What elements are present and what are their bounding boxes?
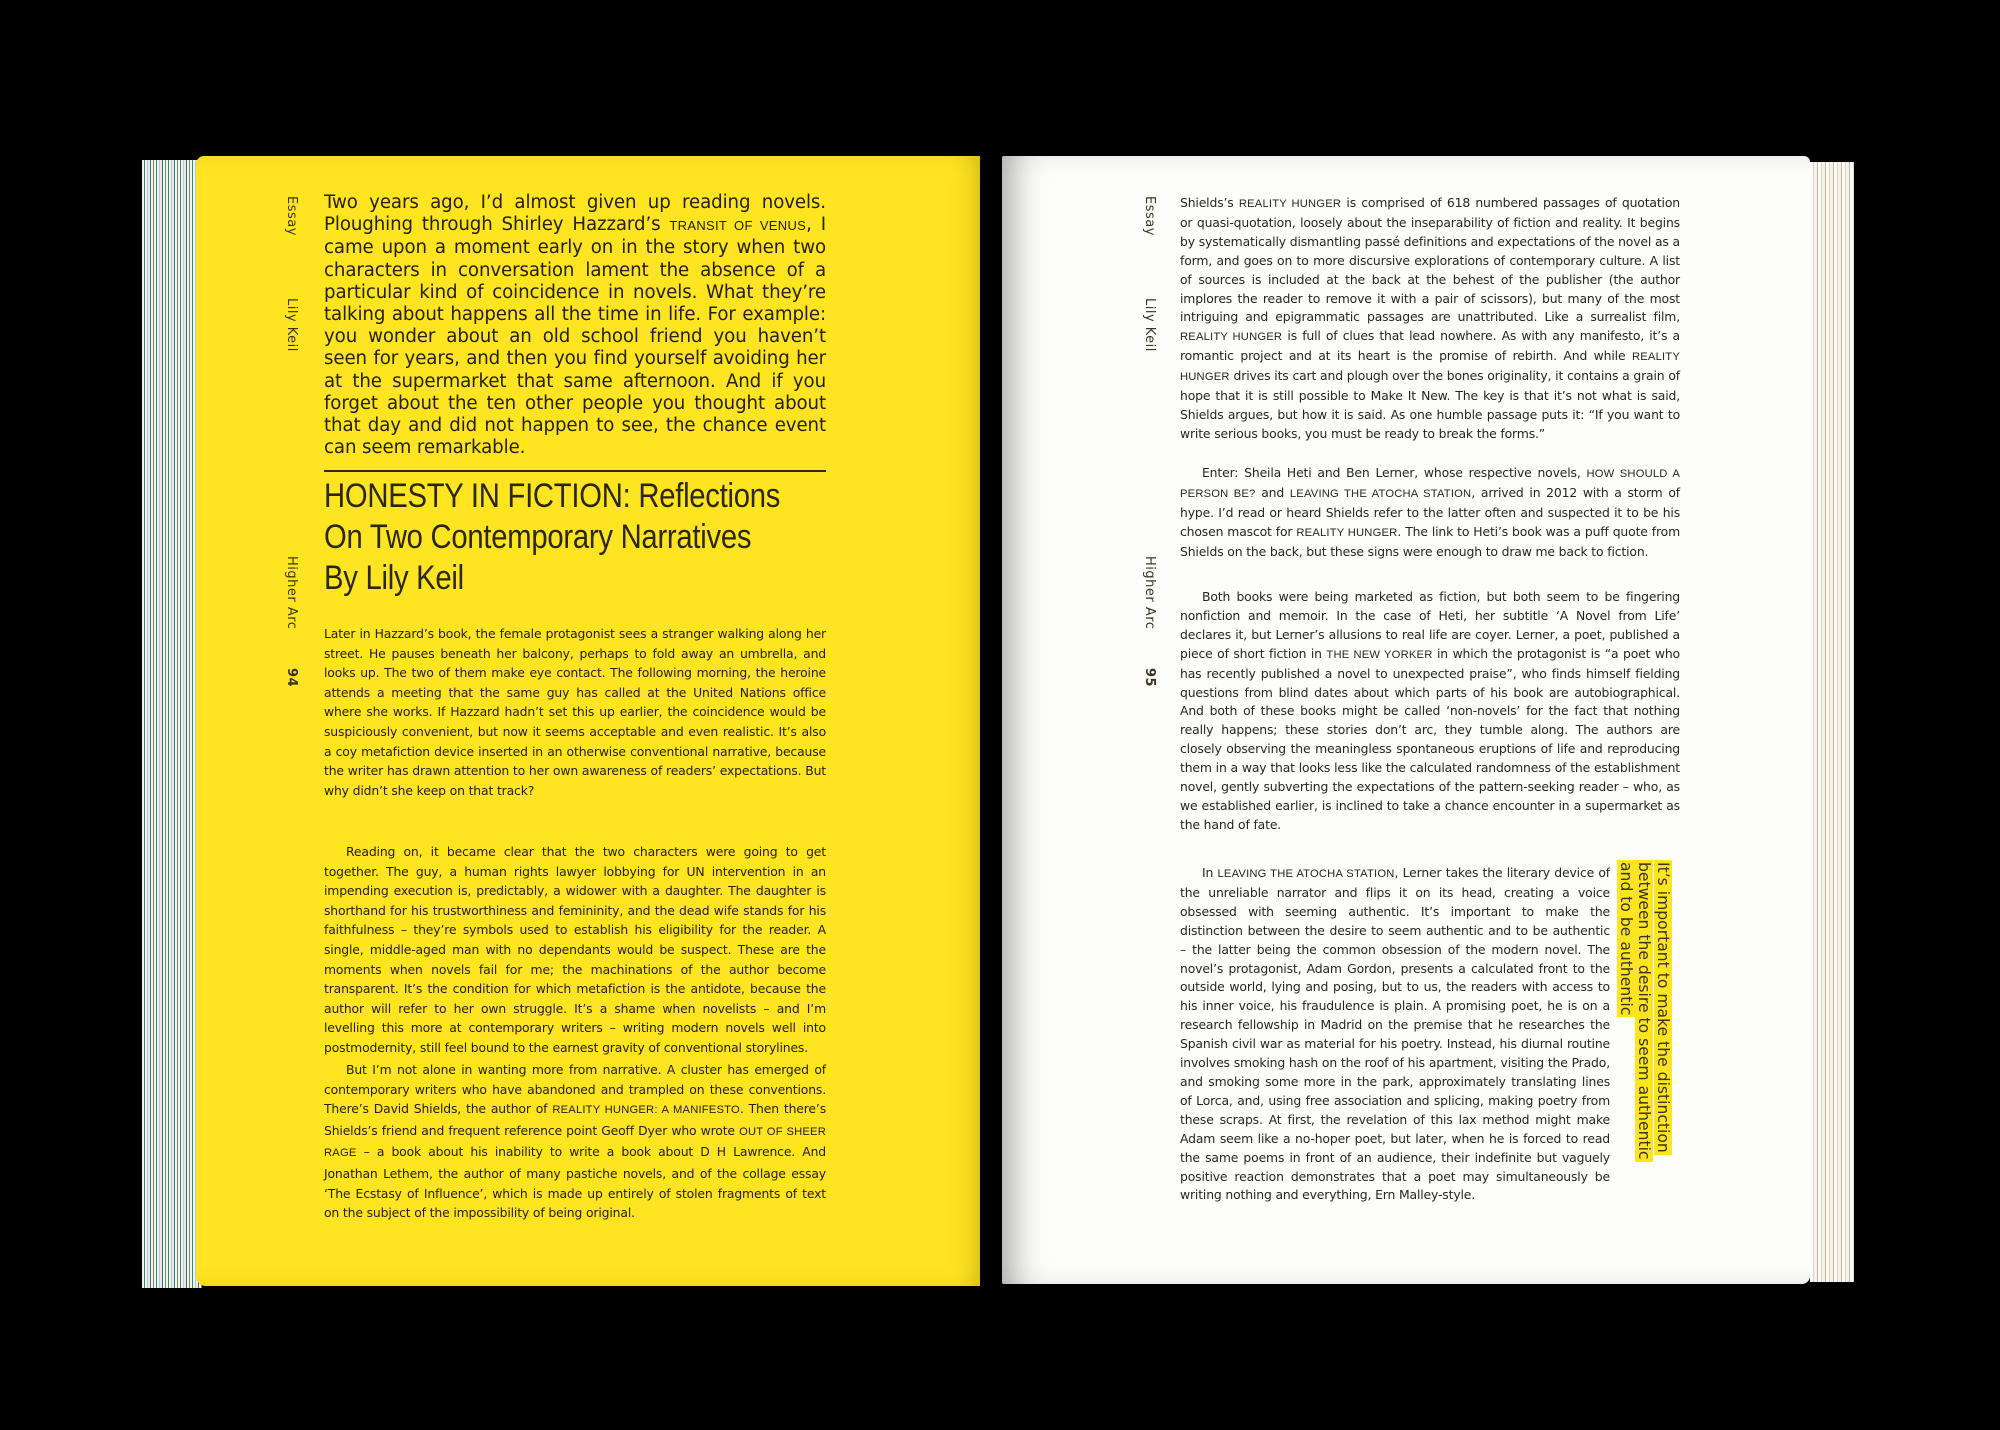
headline-line-3: By Lily Keil (324, 559, 464, 597)
right-paragraph-3: Both books were being marketed as fiction, but both seem to be fingering nonfiction and memoir. In the case of Heti, her subtitle ‘A Novel from Life’ declares it, but Lerner’s allusions to real life are coyer. Lerner, a poet, published a piece of short fiction in THE NEW YORKER in which the protagonist is “a poet who has recently published a novel to unexpected praise”, who finds himself fielding questions from blind dates about which parts of his book are autobiographical. And both of these books might be called ‘non-novels’ for the fact that nothing really happens; these stories don’t arc, they tumble along. The authors are closely observing the meaningless spontaneous eruptions of life and reproducing them in a way that looks less like the calculated randomness of the establishment novel, gently subverting the expectations of the pattern-seeking reader – who, as we established earlier, is inclined to take a chance encounter in a supermarket as the hand of fate. (1180, 589, 1680, 832)
left-paragraph-3: But I’m not alone in wanting more from narrative. A cluster has emerged of contemporary writers who have abandoned and trampled on these conventions. There’s David Shields, the author of REALITY HUNGER: A MANIFESTO. Then there’s Shields’s friend and frequent reference point Geoff Dyer who wrote OUT OF SHEER RAGE – a book about his inability to write a book about D H Lawrence. And Jonathan Lethem, the author of many pastiche novels, and of the collage essay ‘The Ecstasy of Influence’, which is made up entirely of stolen fragments of text on the subject of the impossibility of being original. (324, 1062, 826, 1221)
running-section-right: Essay (1142, 196, 1157, 236)
right-paragraph-4: In LEAVING THE ATOCHA STATION, Lerner takes the literary device of the unreliable narrator and flips it on its head, creating a voice obsessed with seeming authentic. It’s important to make the distinction between the desire to seem authentic and to be authentic – the latter being the common obsession of the modern novel. The novel’s protagonist, Adam Gordon, presents a calculated front to the outside world, lying and posing, but to us, the readers with access to his inner voice, his fraudulence is plain. A promising poet, he is on a research fellowship in Madrid on the premise that he researches the Spanish civil war as material for his poetry. Instead, his diurnal routine involves smoking hash on the roof of his apartment, visiting the Prado, and smoking some more in the park, approximately translating lines of Lorca, and, using free association and splicing, making poetry from these scraps. At first, the revelation of this lax method might make Adam seem like a no-hoper poet, but later, when he is forced to read the same poems in front of an audience, their indefinite but vaguely positive reaction demonstrates that a poet may simultaneously be writing nothing and everything, Ern Malley-style. (1180, 865, 1611, 1203)
running-magazine-left: Higher Arc (284, 556, 299, 630)
headline-line-2: On Two Contemporary Narratives (324, 518, 752, 556)
running-author-right: Lily Keil (1142, 298, 1157, 352)
page-number-right: 95 (1142, 668, 1157, 688)
pull-quote (1616, 860, 1672, 1218)
pull-quote-line-2: between the desire to seem authentic (1635, 862, 1654, 1160)
divider-rule (324, 470, 826, 472)
page-edges-right (1810, 162, 1854, 1282)
pull-quote-line-3: and to be authentic (1616, 862, 1635, 1016)
running-section-left: Essay (284, 196, 299, 236)
headline-line-1: HONESTY IN FICTION: Reflections (324, 477, 781, 515)
article-headline (324, 476, 840, 599)
book-title: TRANSIT OF VENUS (669, 218, 807, 234)
right-paragraph-1: Shields’s REALITY HUNGER is comprised of 618 numbered passages of quotation or quasi-quotation, loosely about the inseparability of fiction and reality. It begins by systematically dismantling passé definitions and expectations of the novel as a form, and goes on to more discursive explorations of contemporary culture. A list of sources is included at the back at the behest of the publisher (the author implores the reader to remove it with a pair of scissors), but many of the most intriguing and epigrammatic passages are unattributed. Like a surrealist film, REALITY HUNGER is full of clues that lead nowhere. As with any manifesto, it’s a romantic project and at its heart is the promise of rebirth. And while REALITY HUNGER drives its cart and plough over the bones originality, it contains a grain of hope that it is still possible to Make It New. The key is that it’s not what is said, Shields argues, but how it is said. As one humble passage puts it: “If you want to write serious books, you must be ready to break the forms.” (1180, 195, 1680, 441)
page-number-left: 94 (284, 668, 299, 688)
left-paragraph-1: Later in Hazzard’s book, the female protagonist sees a stranger walking along her street. He pauses beneath her balcony, perhaps to fold away an umbrella, and looks up. The two of them make eye contact. The following morning, the heroine attends a meeting that the same guy has called at the United Nations office where she works. If Hazzard hadn’t set this up earlier, the coincidence would be suspiciously convenient, but now it seems acceptable and even realistic. It’s also a coy metafiction device inserted in an otherwise conventional narrative, because the writer has drawn attention to her own awareness of readers’ expectations. But why didn’t she keep on that track? (324, 626, 826, 798)
page-edges-left (142, 160, 202, 1288)
left-paragraph-2: Reading on, it became clear that the two characters were going to get together. The guy, a human rights lawyer lobbying for UN intervention in an impending execution is, predictably, a widower with a daughter. The daughter is shorthand for his trustworthiness and femininity, and the dead wife stands for his faithfulness – they’re symbols used to establish his eligibility for the reader. A single, middle-aged man with no dependants would be suspect. These are the moments when novels fail for me; the machinations of the author become transparent. It’s the condition for which metafiction is the antidote, because the author will refer to her own struggle. It’s a shame when novelists – and I’m levelling this more at contemporary writers – writing modern novels well into postmodernity, still feel bound to the earnest gravity of conventional storylines. (324, 844, 826, 1055)
intro-paragraph: Two years ago, I’d almost given up reading novels. Ploughing through Shirley Hazzard’s TRANSIT OF VENUS, I came upon a moment early on in the story when two characters in conversation lament the absence of a particular kind of coincidence in novels. What they’re talking about happens all the time in life. For example: you wonder about an old school friend you haven’t seen for years, and then you find yourself avoiding her at the supermarket that same afternoon. And if you forget about the ten other people you thought about that day and did not happen to see, the chance event can seem remarkable. (324, 192, 826, 459)
right-paragraph-2: Enter: Sheila Heti and Ben Lerner, whose respective novels, HOW SHOULD A PERSON BE? and LEAVING THE ATOCHA STATION, arrived in 2012 with a storm of hype. I’d read or heard Shields refer to the latter often and suspected it to be his chosen mascot for REALITY HUNGER. The link to Heti’s book was a puff quote from Shields on the back, but these signs were enough to draw me back to fiction. (1180, 465, 1680, 559)
running-author-left: Lily Keil (284, 298, 299, 352)
running-magazine-right: Higher Arc (1142, 556, 1157, 630)
pull-quote-line-1: It’s important to make the distinction (1654, 862, 1672, 1153)
